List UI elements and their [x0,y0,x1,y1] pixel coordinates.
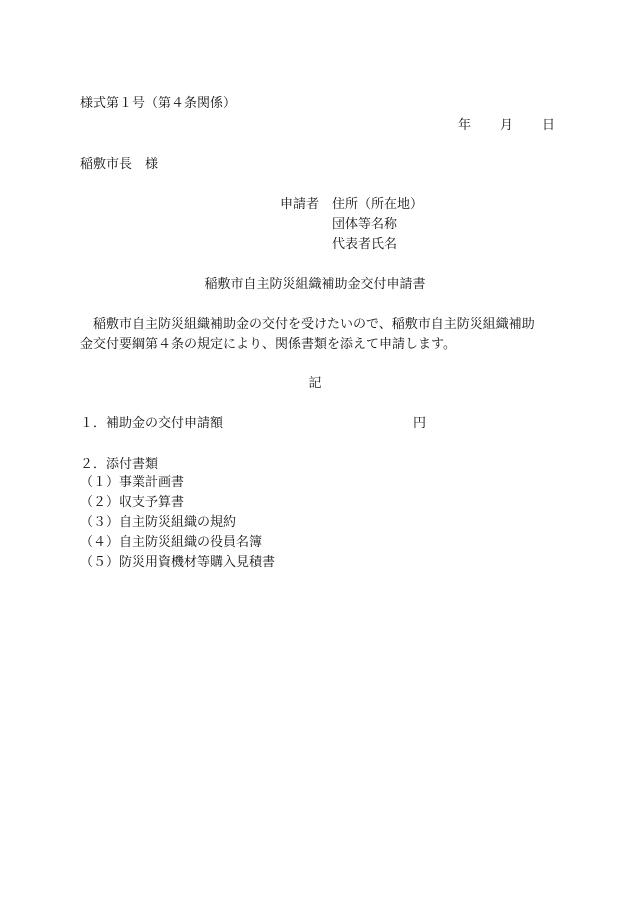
item-1-label: １．補助金の交付申請額 [80,416,224,431]
date-year: 年 [458,118,472,133]
date-day: 日 [542,118,556,133]
form-number: 様式第１号（第４条関係） [80,96,237,111]
attachment-item: （５）防災用資機材等購入見積書 [80,555,276,570]
attachment-item: （３）自主防災組織の規約 [80,515,237,530]
applicant-representative-label: 代表者氏名 [332,237,398,252]
attachment-item: （１）事業計画書 [80,475,185,490]
date-line [458,119,555,132]
applicant-fields [332,198,423,258]
document-title: 稲敷市自主防災組織補助金交付申請書 [204,277,426,292]
attachment-list [80,476,275,576]
item-1-yen-unit: 円 [413,416,427,431]
body-text [80,318,560,358]
applicant-org-name-label: 団体等名称 [332,217,398,232]
addressee: 稲敷市長 様 [80,157,159,172]
date-month: 月 [500,118,514,133]
item-2-label: ２．添付書類 [80,457,159,472]
ki-heading: 記 [308,376,322,391]
applicant-address-label: 住所（所在地） [332,197,424,212]
attachment-item: （４）自主防災組織の役員名簿 [80,535,263,550]
body-line-2: 金交付要綱第４条の規定により、関係書類を添えて申請します。 [80,337,456,352]
applicant-label: 申請者 [280,197,320,212]
body-line-1: 稲敷市自主防災組織補助金の交付を受けたいので、稲敷市自主防災組織補助 [93,317,535,332]
attachment-item: （２）収支予算書 [80,495,185,510]
